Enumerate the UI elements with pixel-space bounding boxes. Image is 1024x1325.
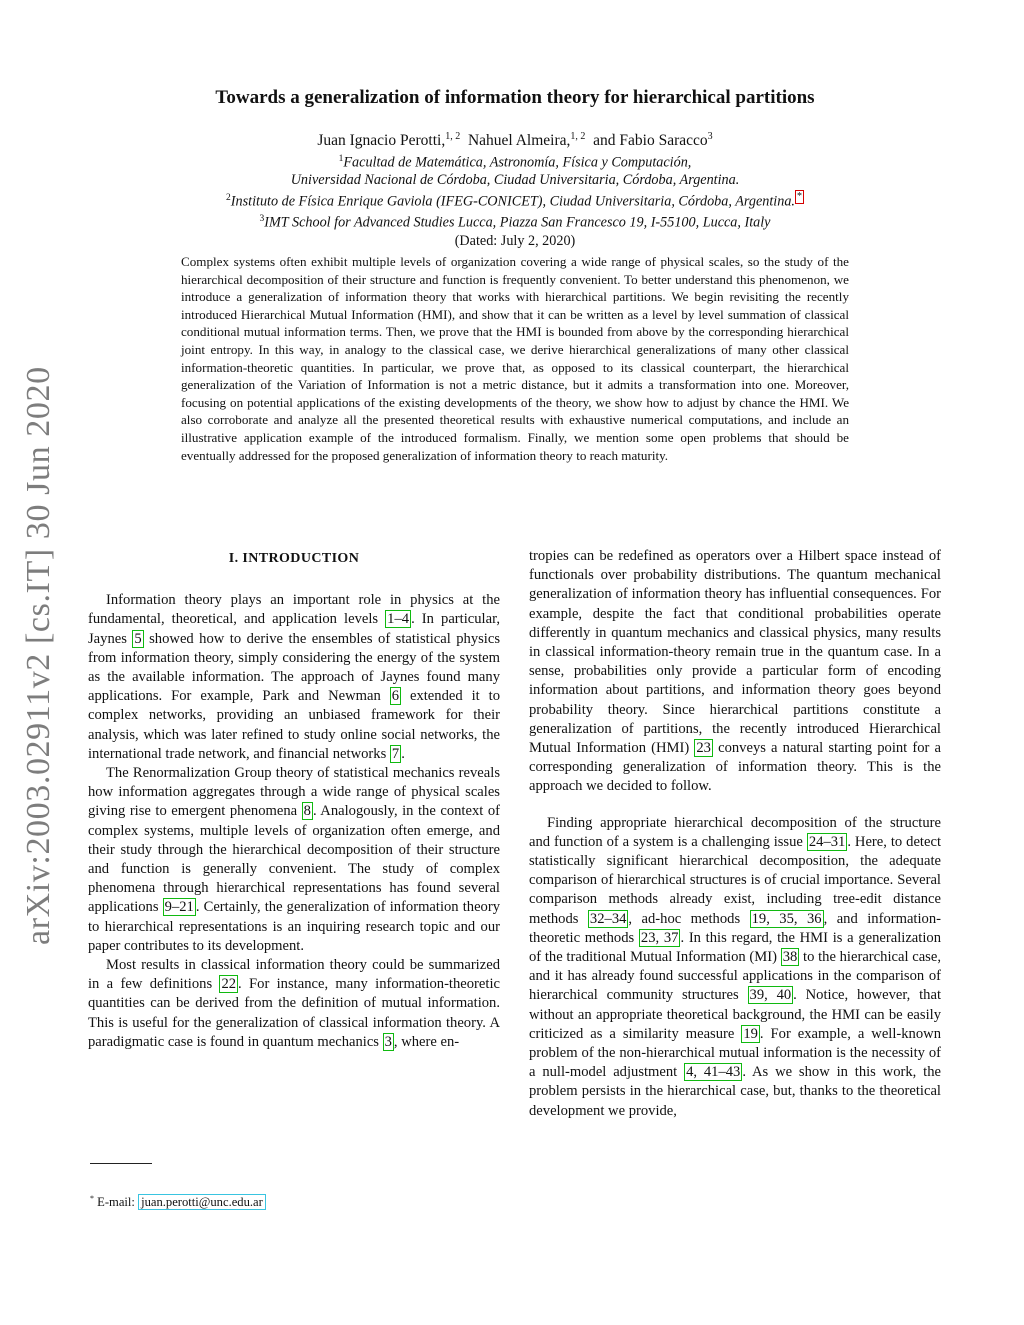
citation-link[interactable]: 5 <box>134 630 142 647</box>
footnote-link[interactable]: * <box>796 190 802 202</box>
citation-link[interactable]: 22 <box>221 976 237 993</box>
citation-link[interactable]: 39, 40 <box>749 987 792 1004</box>
author-name: Nahuel Almeira, <box>467 132 571 150</box>
citation-link[interactable]: 23 <box>696 740 711 757</box>
arxiv-identifier: arXiv:2003.02911v2 [cs.IT] 30 Jun 2020 <box>20 366 57 945</box>
author-affil-sup: 1, 2 <box>570 131 586 142</box>
date-line: (Dated: July 2, 2020) <box>454 232 576 249</box>
author-list <box>90 127 940 151</box>
affil-number: 3 <box>259 214 265 225</box>
affiliation-2: Instituto de Física Enrique Gaviola (IFEG-CONICET), Ciudad Universitaria, Córdoba, Argentina. <box>230 193 795 210</box>
section-heading: I. INTRODUCTION <box>228 551 360 566</box>
affil-number: 1 <box>338 154 344 164</box>
author-affil-sup: 3 <box>707 131 713 142</box>
citation-link[interactable]: 19 <box>743 1025 758 1042</box>
citation-link[interactable]: 1–4 <box>387 611 410 628</box>
paragraph: Most results in classical information theory could be summarized in a few definitions 22 . For instance, many information-theoretic quantities can be derived from the definition of mutual information. This is useful for the generalization of classical information theory. A paradigmatic case is found in quantum mechanics 3 , where en- <box>88 957 500 1050</box>
citation-link[interactable]: 3 <box>384 1033 392 1050</box>
citation-link[interactable]: 38 <box>782 949 798 966</box>
citation-link[interactable]: 7 <box>391 745 400 762</box>
citation-link[interactable]: 9–21 <box>164 899 194 916</box>
paragraph: Information theory plays an important role in physics at the fundamental, theoretical, and application levels 1–4 . In particular, Jaynes 5 showed how to derive the ensembles of statistical physics from information theory, simply considering the energy of the system as the available information. The approach of Jaynes found many applications. For example, Park and Newman 6 extended it to complex networks, providing an unbiased framework for their analysis, which was later refined to study online social networks, the international trade network, and financial networks 7 . <box>88 592 501 762</box>
footnote-mark: * <box>90 1194 94 1203</box>
footnote <box>90 1191 266 1210</box>
citation-link[interactable]: 19, 35, 36 <box>751 910 822 927</box>
citation-link[interactable]: 8 <box>303 803 311 820</box>
affiliation-3: IMT School for Advanced Studies Lucca, Piazza San Francesco 19, I-55100, Lucca, Italy <box>264 214 771 231</box>
affil-number: 2 <box>226 192 231 203</box>
affiliations <box>90 151 940 250</box>
left-column <box>88 547 500 1052</box>
citation-link[interactable]: 6 <box>391 688 400 705</box>
footnote-divider <box>90 1163 152 1164</box>
paragraph: tropies can be redefined as operators over a Hilbert space instead of functionals over probability distributions. The quantum mechanical generalization of information theory has influential consequences. For example, despite the fact that conditional probabilities operate differently in quantum mechanics and classical physics, many results in classical information-theory remain true in the quantum case. In a sense, probabilities only provide a particular form of encoding information about partitions, and information theory goes beyond probability theory. Since hierarchical partitions constitute a generalization of partitions, the recently introduced Hierarchical Mutual Information (HMI) 23 conveys a natural starting point for a corresponding generalization of information theory. This is the approach we decided to follow. <box>529 548 942 795</box>
abstract: Complex systems often exhibit multiple levels of organization covering a wide range of physical scales, so the study of the hierarchical decomposition of their structure and function is frequently convenient. To better understand this phenomenon, we introduce a generalization of information theory that works with hierarchical partitions. We begin revisiting the recently introduced Hierarchical Mutual Information (HMI), and show that it can be written as a level by level summation of classical conditional mutual information terms. Then, we prove that the HMI is bounded from above by the corresponding hierarchical joint entropy. In this way, in analogy to the classical case, we derive hierarchical generalizations of many other classical information-theoretic quantities. In particular, we prove that, as opposed to its classical counterpart, the hierarchical generalization of the Variation of Information is not a metric distance, but it admits a transformation into one. Moreover, focusing on potential applications of the existing developments of the theory, we show how to adjust by chance the HMI. We also corroborate and analyze all the presented theoretical results with exhaustive numerical computations, and include an illustrative application example of the introduced formalism. Finally, we mention some open problems that should be eventually addressed for the proposed generalization of information theory to reach maturity. <box>181 254 849 463</box>
citation-link[interactable]: 32–34 <box>589 910 627 927</box>
email-link[interactable]: juan.perotti@unc.edu.ar <box>138 1194 266 1210</box>
paragraph: The Renormalization Group theory of statistical mechanics reveals how information aggregates through a wide range of physical scales giving rise to emergent phenomena 8 . Analogously, in the context of complex systems, multiple levels of organization often emerge, and their study through the hierarchical decomposition of their structure and function is generally convenient. The study of complex phenomena through hierarchical representations has found several applications 9–21 . Certainly, the generalization of information theory to hierarchical representations is an inquiring research topic and our paper contributes to its development. <box>88 765 500 954</box>
citation-link[interactable]: 24–31 <box>808 833 846 850</box>
affiliation-1-line-1: Facultad de Matemática, Astronomía, Física y Computación, <box>343 154 692 171</box>
author-name: and Fabio Saracco <box>593 132 708 150</box>
author-name: Juan Ignacio Perotti, <box>317 132 446 150</box>
citation-link[interactable]: 4, 41–43 <box>686 1064 741 1081</box>
citation-link[interactable]: 23, 37 <box>640 929 679 946</box>
author-affil-sup: 1, 2 <box>445 131 461 142</box>
right-column <box>529 547 941 1121</box>
footnote-label: E-mail: <box>94 1195 139 1210</box>
affiliation-1-line-2: Universidad Nacional de Córdoba, Ciudad Universitaria, Córdoba, Argentina. <box>290 172 740 189</box>
paragraph: Finding appropriate hierarchical decomposition of the structure and function of a system is a challenging issue 24–31 . Here, to detect statistically significant hierarchical decomposition, the adequate comparison of hierarchical structures is of crucial importance. Several comparison methods already exist, including tree-edit distance methods 32–34 , ad-hoc methods 19, 35, 36 , and information-theoretic methods 23, 37 . In this regard, the HMI is a generalization of the traditional Mutual Information (MI) 38 to the hierarchical case, and it has already found successful applications in the comparison of hierarchical community structures 39, 40 . Notice, however, that without an appropriate theoretical background, the HMI can be easily criticized as a similarity measure 19 . For example, a well-known problem of the non-hierarchical mutual information is the necessity of a null-model adjustment 4, 41–43 . As we show in this work, the problem persists in the hierarchical case, but, thanks to the theoretical development we provide, <box>529 814 941 1119</box>
paper-title: Towards a generalization of information theory for hierarchical partitions <box>215 87 815 108</box>
